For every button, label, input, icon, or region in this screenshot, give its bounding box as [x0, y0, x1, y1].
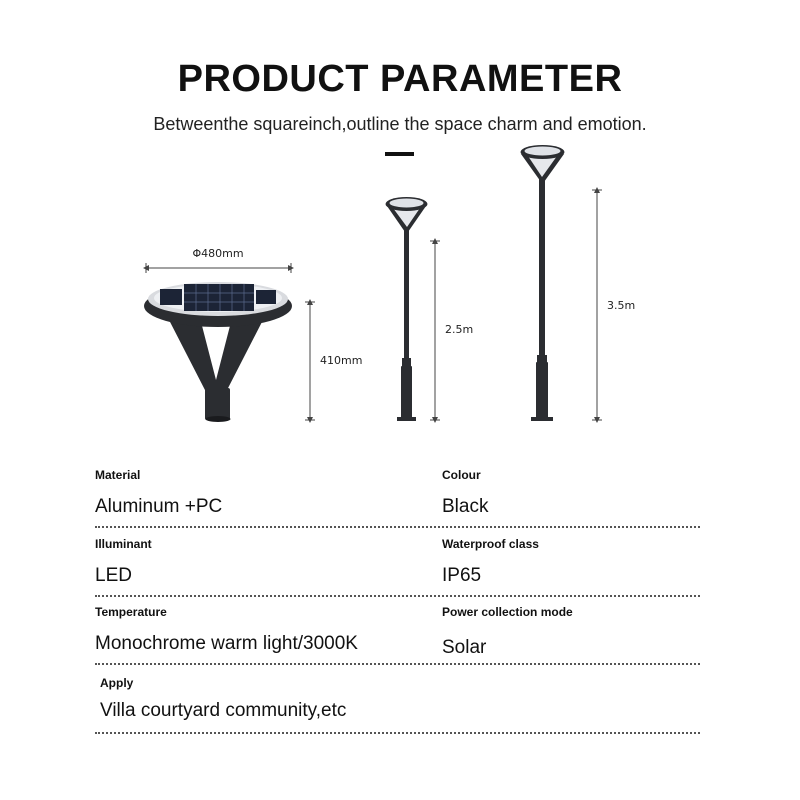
pole-short-label: 2.5m — [445, 323, 474, 336]
spec-illuminant — [95, 537, 152, 587]
diameter-label: Φ480mm — [192, 247, 244, 260]
spec-row — [95, 468, 700, 528]
spec-label: Colour — [442, 468, 481, 482]
spec-row — [95, 537, 700, 597]
spec-label: Waterproof class — [442, 537, 539, 551]
spec-material — [95, 468, 222, 518]
spec-value: Black — [442, 496, 489, 517]
spec-row — [95, 605, 700, 665]
spec-value: Solar — [442, 637, 487, 658]
spec-value: LED — [95, 565, 132, 586]
spec-waterproof-class — [442, 537, 539, 587]
spec-power-collection-mode — [442, 605, 573, 659]
spec-row — [95, 676, 700, 734]
spec-label: Apply — [100, 676, 134, 690]
spec-value: Aluminum +PC — [95, 496, 223, 517]
spec-label: Material — [95, 468, 141, 482]
spec-value: Villa courtyard community,etc — [100, 700, 347, 721]
pole-tall-label: 3.5m — [607, 299, 636, 312]
page-subtitle: Betweenthe squareinch,outline the space charm and emotion. — [153, 114, 647, 134]
spec-label: Illuminant — [95, 537, 152, 551]
spec-apply — [100, 676, 346, 722]
pole-tall-image — [521, 145, 565, 421]
spec-temperature — [95, 605, 358, 655]
pole-short-image — [386, 197, 428, 421]
page-title: PRODUCT PARAMETER — [177, 58, 623, 100]
spec-colour — [442, 468, 488, 518]
spec-value: IP65 — [442, 565, 482, 586]
spec-label: Temperature — [95, 605, 167, 619]
lamp-head-image — [144, 282, 292, 422]
head-height-label: 410mm — [320, 354, 363, 367]
spec-label: Power collection mode — [442, 605, 573, 619]
spec-value: Monochrome warm light/3000K — [95, 633, 358, 654]
